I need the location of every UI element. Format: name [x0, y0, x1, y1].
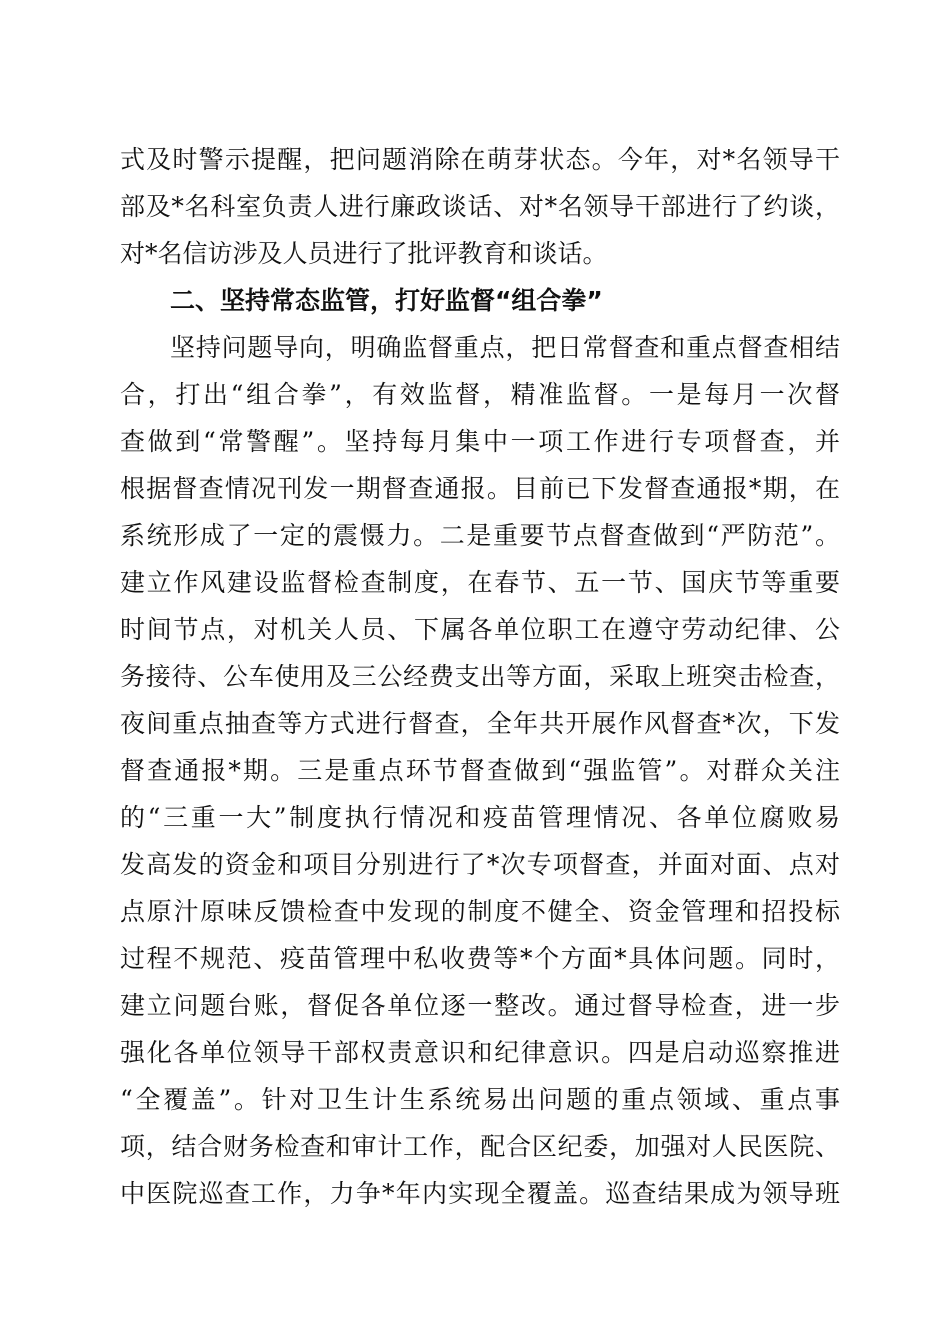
paragraph-2-line-7: 时间节点，对机关人员、下属各单位职工在遵守劳动纪律、公	[120, 615, 840, 644]
paragraph-2-line-3: 查做到“常警醒”。坚持每月集中一项工作进行专项督查，并	[120, 427, 840, 456]
paragraph-2-line-14: 过程不规范、疫苗管理中私收费等*个方面*具体问题。同时，	[120, 944, 840, 973]
paragraph-2-line-4: 根据督查情况刊发一期督查通报。目前已下发督查通报*期，在	[120, 474, 840, 503]
paragraph-2-line-10: 督查通报*期。三是重点环节督查做到“强监管”。对群众关注	[120, 756, 840, 785]
paragraph-2-line-19: 中医院巡查工作，力争*年内实现全覆盖。巡查结果成为领导班	[120, 1179, 840, 1208]
paragraph-2-line-11: 的“三重一大”制度执行情况和疫苗管理情况、各单位腐败易	[120, 803, 840, 832]
paragraph-1-line-3: 对*名信访涉及人员进行了批评教育和谈话。	[120, 239, 608, 268]
paragraph-1-line-1: 式及时警示提醒，把问题消除在萌芽状态。今年，对*名领导干	[120, 145, 840, 174]
section-heading: 二、坚持常态监管，打好监督“组合拳”	[170, 286, 603, 315]
paragraph-2-line-15: 建立问题台账，督促各单位逐一整改。通过督导检查，进一步	[120, 991, 840, 1020]
paragraph-2-line-16: 强化各单位领导干部权责意识和纪律意识。四是启动巡察推进	[120, 1038, 840, 1067]
paragraph-2-line-12: 发高发的资金和项目分别进行了*次专项督查，并面对面、点对	[120, 850, 840, 879]
paragraph-2-line-6: 建立作风建设监督检查制度，在春节、五一节、国庆节等重要	[120, 568, 840, 597]
paragraph-2-line-18: 项，结合财务检查和审计工作，配合区纪委，加强对人民医院、	[120, 1132, 840, 1161]
paragraph-2-line-2: 合，打出“组合拳”，有效监督，精准监督。一是每月一次督	[120, 380, 840, 409]
paragraph-2-line-8: 务接待、公车使用及三公经费支出等方面，采取上班突击检查，	[120, 662, 840, 691]
paragraph-2-line-5: 系统形成了一定的震慑力。二是重要节点督查做到“严防范”。	[120, 521, 840, 550]
paragraph-2-line-1: 坚持问题导向，明确监督重点，把日常督查和重点督查相结	[170, 333, 840, 362]
paragraph-2-line-13: 点原汁原味反馈检查中发现的制度不健全、资金管理和招投标	[120, 897, 840, 926]
paragraph-2-line-17: “全覆盖”。针对卫生计生系统易出问题的重点领域、重点事	[120, 1085, 840, 1114]
paragraph-2-line-9: 夜间重点抽查等方式进行督查，全年共开展作风督查*次，下发	[120, 709, 840, 738]
paragraph-1-line-2: 部及*名科室负责人进行廉政谈话、对*名领导干部进行了约谈，	[120, 192, 840, 221]
